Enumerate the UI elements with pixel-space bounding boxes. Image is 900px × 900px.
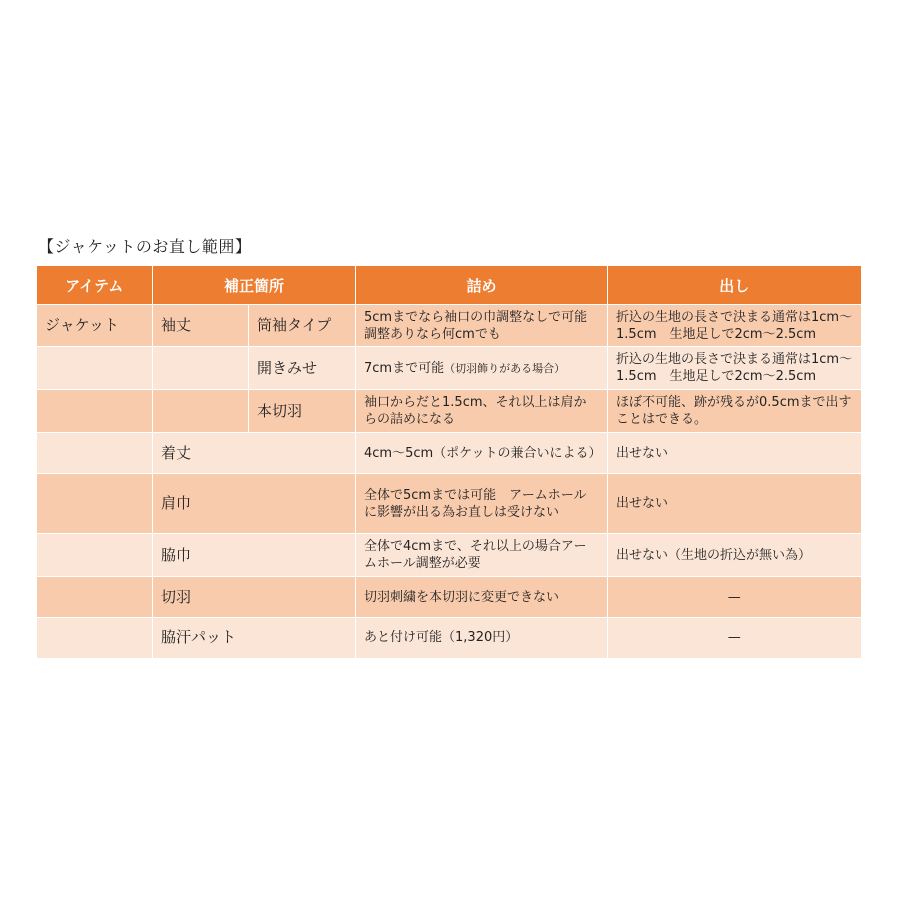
table-row <box>37 534 861 577</box>
shorten-cell: あと付け可能（1,320円） <box>356 618 608 658</box>
header-item: アイテム <box>37 266 153 305</box>
table-row <box>37 347 861 390</box>
item-cell <box>37 347 153 390</box>
table-header-row <box>37 266 861 305</box>
table-row <box>37 474 861 534</box>
lengthen-cell: ほぼ不可能、跡が残るが0.5cmまで出すことはできる。 <box>608 390 861 433</box>
header-lengthen: 出し <box>608 266 861 305</box>
sub-part-cell: 開きみせ <box>249 347 356 390</box>
part-cell <box>153 347 249 390</box>
item-cell <box>37 618 153 658</box>
item-cell: ジャケット <box>37 305 153 347</box>
header-shorten: 詰め <box>356 266 608 305</box>
sub-part-cell: 筒袖タイプ <box>249 305 356 347</box>
lengthen-cell: 出せない（生地の折込が無い為） <box>608 534 861 577</box>
item-cell <box>37 390 153 433</box>
lengthen-cell: — <box>608 618 861 658</box>
shorten-cell <box>356 347 608 390</box>
shorten-note: （切羽飾りがある場合） <box>444 361 566 375</box>
lengthen-cell: 出せない <box>608 474 861 534</box>
shorten-cell: 全体で4cmまで、それ以上の場合アームホール調整が必要 <box>356 534 608 577</box>
part-cell: 着丈 <box>153 433 356 474</box>
part-cell <box>153 390 249 433</box>
item-cell <box>37 433 153 474</box>
shorten-cell: 全体で5cmまでは可能 アームホールに影響が出る為お直しは受けない <box>356 474 608 534</box>
sub-part-cell: 本切羽 <box>249 390 356 433</box>
table-row <box>37 305 861 347</box>
header-part: 補正箇所 <box>153 266 356 305</box>
item-cell <box>37 577 153 618</box>
part-cell: 脇巾 <box>153 534 356 577</box>
part-cell: 切羽 <box>153 577 356 618</box>
table-row <box>37 433 861 474</box>
lengthen-cell: 折込の生地の長さで決まる通常は1cm〜1.5cm 生地足しで2cm〜2.5cm <box>608 347 861 390</box>
shorten-text: 7cmまで可能 <box>364 360 445 376</box>
part-cell: 脇汗パット <box>153 618 356 658</box>
lengthen-cell: — <box>608 577 861 618</box>
item-cell <box>37 534 153 577</box>
table-row <box>37 618 861 658</box>
table-row <box>37 390 861 433</box>
alteration-table <box>36 266 861 658</box>
part-cell: 肩巾 <box>153 474 356 534</box>
page-title: 【ジャケットのお直し範囲】 <box>38 237 252 256</box>
item-cell <box>37 474 153 534</box>
shorten-cell: 5cmまでなら袖口の巾調整なしで可能 調整ありなら何cmでも <box>356 305 608 347</box>
shorten-cell: 切羽刺繍を本切羽に変更できない <box>356 577 608 618</box>
shorten-cell: 袖口からだと1.5cm、それ以上は肩からの詰めになる <box>356 390 608 433</box>
shorten-cell: 4cm〜5cm（ポケットの兼合いによる） <box>356 433 608 474</box>
lengthen-cell: 折込の生地の長さで決まる通常は1cm〜1.5cm 生地足しで2cm〜2.5cm <box>608 305 861 347</box>
table-row <box>37 577 861 618</box>
lengthen-cell: 出せない <box>608 433 861 474</box>
part-cell: 袖丈 <box>153 305 249 347</box>
